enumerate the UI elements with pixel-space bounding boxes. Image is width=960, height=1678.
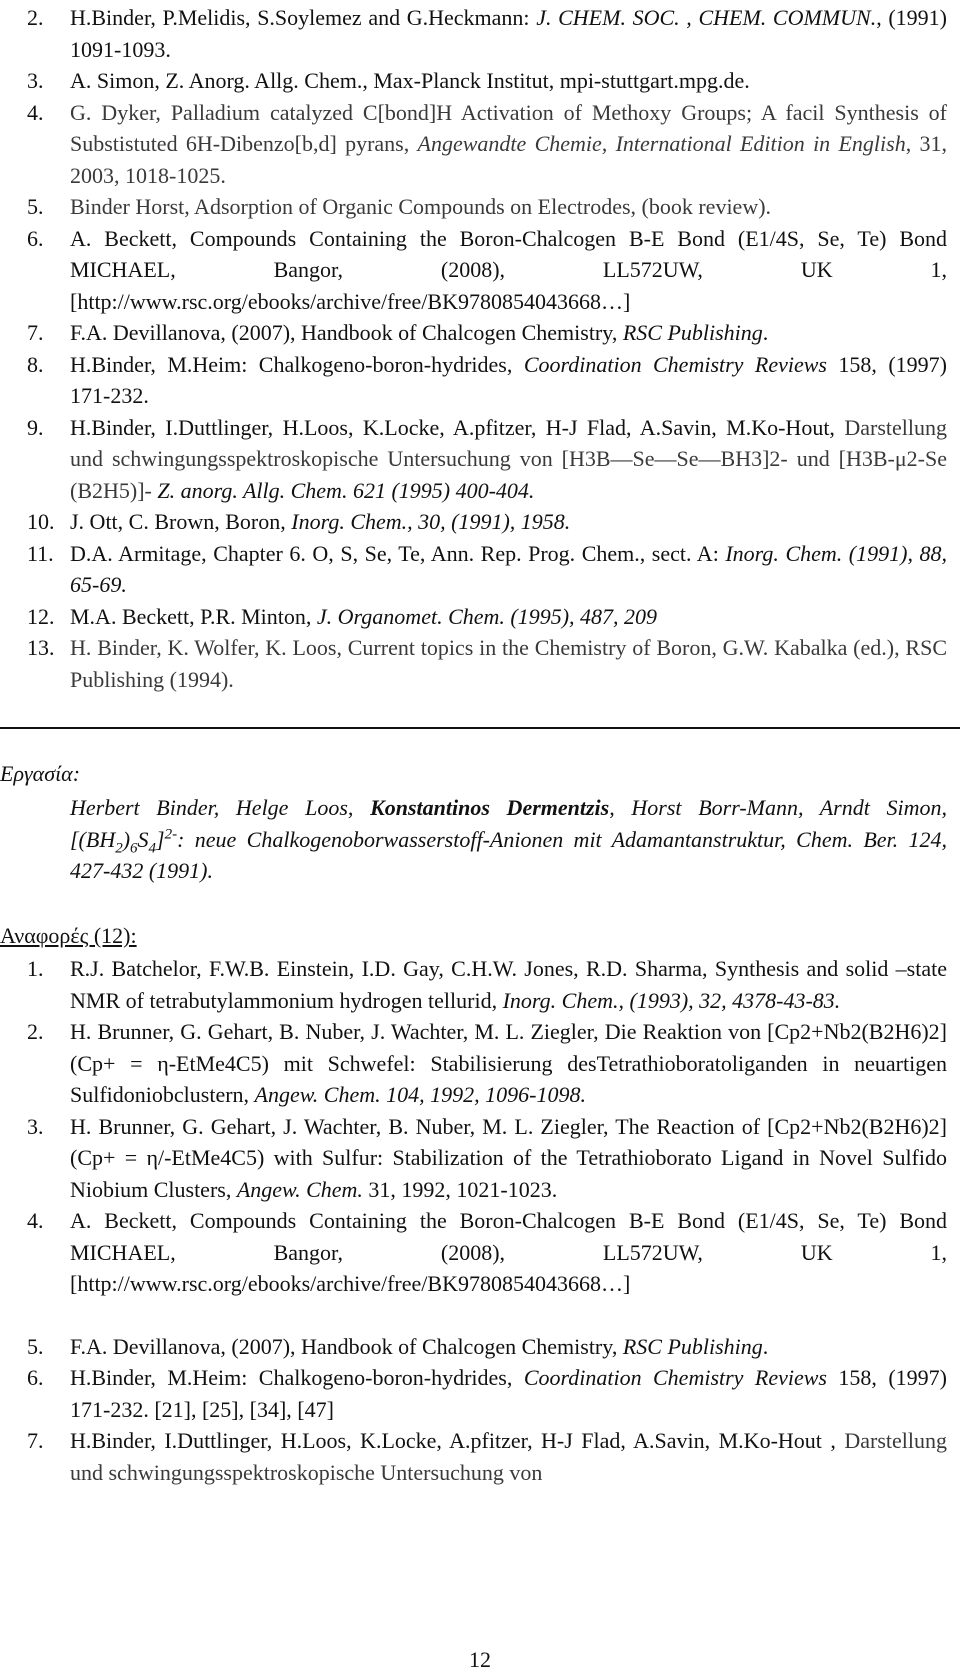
reference-item	[0, 223, 960, 318]
reference-italic-text: J. Organomet. Chem. (1995), 487, 209	[316, 603, 658, 629]
reference-number: 11.	[27, 540, 54, 566]
reference-italic-text: Angewandte Chemie, International Edition in English	[417, 131, 906, 156]
reference-text: A. Beckett, Compounds Containing the Boron-Chalcogen B-E Bond (E1/4S, Se, Te) Bond MICHAEL, Bangor, (2008), LL572UW, UK 1, [http://www.rsc.org/ebooks/archive/free/BK9780854043668…]	[70, 1208, 947, 1296]
reference-text: H.Binder, M.Heim: Chalkogeno-boron-hydrides,	[70, 351, 524, 377]
reference-italic-text: Inorg. Chem., 30, (1991), 1958.	[291, 509, 571, 534]
reference-italic-text: RSC Publishing	[622, 320, 763, 345]
reference-item	[0, 1205, 960, 1300]
reference-text: J. Ott, C. Brown, Boron,	[70, 509, 292, 534]
reference-text: .	[762, 320, 769, 345]
reference-text: R.J. Batchelor, F.W.B. Einstein, I.D. Gay, C.H.W. Jones, R.D. Sharma, Synthesis and solid –state NMR of tetrabutylammonium hydrogen tellurid,	[70, 956, 947, 1013]
reference-italic-text: Angew. Chem.	[236, 1176, 363, 1202]
reference-number: 1.	[27, 956, 44, 981]
reference-number: 4.	[27, 1208, 44, 1233]
reference-list-top	[0, 2, 960, 695]
reference-item	[0, 349, 960, 412]
reference-text: 31, 1992, 1021-1023.	[362, 1176, 558, 1202]
reference-italic-text: Coordination Chemistry Reviews	[523, 1365, 827, 1390]
reference-text: F.A. Devillanova, (2007), Handbook of Chalcogen Chemistry,	[70, 320, 623, 345]
section-divider	[0, 727, 960, 729]
page-number: 12	[469, 1647, 491, 1672]
reference-item	[0, 506, 960, 538]
reference-text: A. Simon, Z. Anorg. Allg. Chem., Max-Planck Institut, mpi-stuttgart.mpg.de.	[70, 68, 750, 93]
work-heading: Εργασία:	[0, 761, 81, 786]
formula: $[(BH_2)_6S_4]^{2-}$	[70, 826, 178, 856]
reference-italic-text: J. CHEM. SOC. , CHEM. COMMUN.	[536, 5, 877, 30]
reference-number: 13.	[27, 635, 55, 660]
reference-list-bottom	[0, 953, 960, 1488]
reference-text: H.Binder, I.Duttlinger, H.Loos, K.Locke, A.pfitzer, H-J Flad, A.Savin, M.Ko-Hout ,	[70, 1428, 845, 1453]
reference-number: 3.	[27, 1113, 44, 1139]
reference-text: H.Binder, M.Heim: Chalkogeno-boron-hydrides,	[70, 1365, 524, 1390]
reference-number: 10.	[27, 509, 55, 534]
reference-text: , (1991) 1091-1093.	[70, 5, 948, 62]
reference-italic-text: Angew. Chem. 104, 1992, 1096-1098.	[254, 1082, 586, 1107]
authors-after: , Horst Borr-Mann, Arndt Simon,	[609, 795, 948, 820]
reference-text: H. Binder, K. Wolfer, K. Loos, Current topics in the Chemistry of Boron, G.W. Kabalka (ed.), RSC Publishing (1994).	[70, 635, 947, 692]
reference-number: 12.	[27, 603, 55, 629]
reference-text: Binder Horst, Adsorption of Organic Compounds on Electrodes, (book review).	[70, 194, 772, 219]
reference-number: 3.	[27, 68, 44, 93]
reference-text: Darstellung und schwingungsspektroskopische Untersuchung von [H3B—Se—Se—BH3]2- und [H3B-μ2-Se (B2H5)]-	[70, 414, 947, 503]
reference-number: 7.	[27, 320, 44, 345]
reference-number: 9.	[27, 414, 44, 440]
reference-italic-text: Coordination Chemistry Reviews	[523, 351, 827, 377]
reference-number: 4.	[27, 99, 44, 125]
reference-item	[0, 2, 960, 65]
reference-italic-text: Inorg. Chem. (1991), 88, 65-69.	[70, 540, 947, 597]
reference-item	[0, 1362, 960, 1425]
reference-text: , 31, 2003, 1018-1025.	[70, 131, 948, 188]
reference-text: F.A. Devillanova, (2007), Handbook of Chalcogen Chemistry,	[70, 1333, 623, 1359]
reference-text: Darstellung und schwingungsspektroskopische Untersuchung von	[70, 1428, 947, 1485]
reference-item	[0, 97, 960, 192]
reference-text: .	[762, 1333, 769, 1359]
reference-item	[0, 632, 960, 695]
reference-item	[0, 953, 960, 1016]
reference-text: 158, (1997) 171-232. [21], [25], [34], [47]	[70, 1365, 947, 1422]
reference-number: 2.	[27, 1019, 44, 1044]
publication-title: : neue Chalkogenoborwasserstoff-Anionen mit Adamantanstruktur, Chem. Ber. 124, 427-432 (1991).	[70, 826, 947, 883]
reference-item	[0, 412, 960, 507]
reference-item	[0, 191, 960, 223]
reference-text: H.Binder, P.Melidis, S.Soylemez and G.Heckmann:	[70, 5, 537, 30]
reference-item	[0, 1016, 960, 1111]
reference-text: H. Brunner, G. Gehart, B. Nuber, J. Wachter, M. L. Ziegler, Die Reaktion von [Cp2+Nb2(B2H6)2] (Cp+ = η-EtMe4C5) mit Schwefel: Stabilisierung desTetrathioboratoliganden in neuartigen Sulfidoniobclustern,	[70, 1019, 947, 1107]
reference-number: 6.	[27, 1365, 44, 1390]
reference-item	[0, 1331, 960, 1363]
reference-item	[0, 601, 960, 633]
reference-item	[0, 1111, 960, 1206]
reference-number: 5.	[27, 194, 44, 219]
reference-number: 6.	[27, 225, 44, 251]
reference-text: 158, (1997) 171-232.	[70, 351, 947, 408]
reference-text: D.A. Armitage, Chapter 6. O, S, Se, Te, Ann. Rep. Prog. Chem., sect. A:	[70, 540, 726, 566]
reference-text: H. Brunner, G. Gehart, J. Wachter, B. Nuber, M. L. Ziegler, The Reaction of [Cp2+Nb2(B2H6)2] (Cp+ = η/-EtMe4C5) with Sulfur: Stabilization of the Tetrathioborato Ligand in Novel Sulfido Niobium Clusters,	[70, 1113, 947, 1202]
reference-number: 7.	[27, 1428, 44, 1453]
reference-text: H.Binder, I.Duttlinger, H.Loos, K.Locke, A.pfitzer, H-J Flad, A.Savin, M.Ko-Hout,	[70, 414, 845, 440]
reference-item	[0, 65, 960, 97]
reference-italic-text: Inorg. Chem., (1993), 32, 4378-43-83.	[502, 987, 841, 1013]
reference-number: 5.	[27, 1333, 44, 1359]
reference-item	[0, 1425, 960, 1488]
reference-item	[0, 317, 960, 349]
publication-entry	[70, 792, 947, 887]
reference-text: G. Dyker, Palladium catalyzed C[bond]H Activation of Methoxy Groups; A facil Synthesis of Substistuted 6H-Dibenzo[b,d] pyrans,	[70, 99, 947, 156]
reference-number: 2.	[27, 5, 44, 30]
citations-heading: Αναφορές (12):	[0, 923, 137, 948]
reference-number: 8.	[27, 351, 44, 377]
authors-before: Herbert Binder, Helge Loos,	[70, 795, 371, 820]
reference-item	[0, 538, 960, 601]
reference-text: A. Beckett, Compounds Containing the Boron-Chalcogen B-E Bond (E1/4S, Se, Te) Bond MICHAEL, Bangor, (2008), LL572UW, UK 1, [http://www.rsc.org/ebooks/archive/free/BK9780854043668…]	[70, 225, 947, 314]
reference-italic-text: Z. anorg. Allg. Chem. 621 (1995) 400-404.	[157, 477, 535, 503]
reference-italic-text: RSC Publishing	[622, 1333, 763, 1359]
highlighted-author: Konstantinos Dermentzis	[370, 795, 610, 820]
reference-text: M.A. Beckett, P.R. Minton,	[70, 603, 317, 629]
